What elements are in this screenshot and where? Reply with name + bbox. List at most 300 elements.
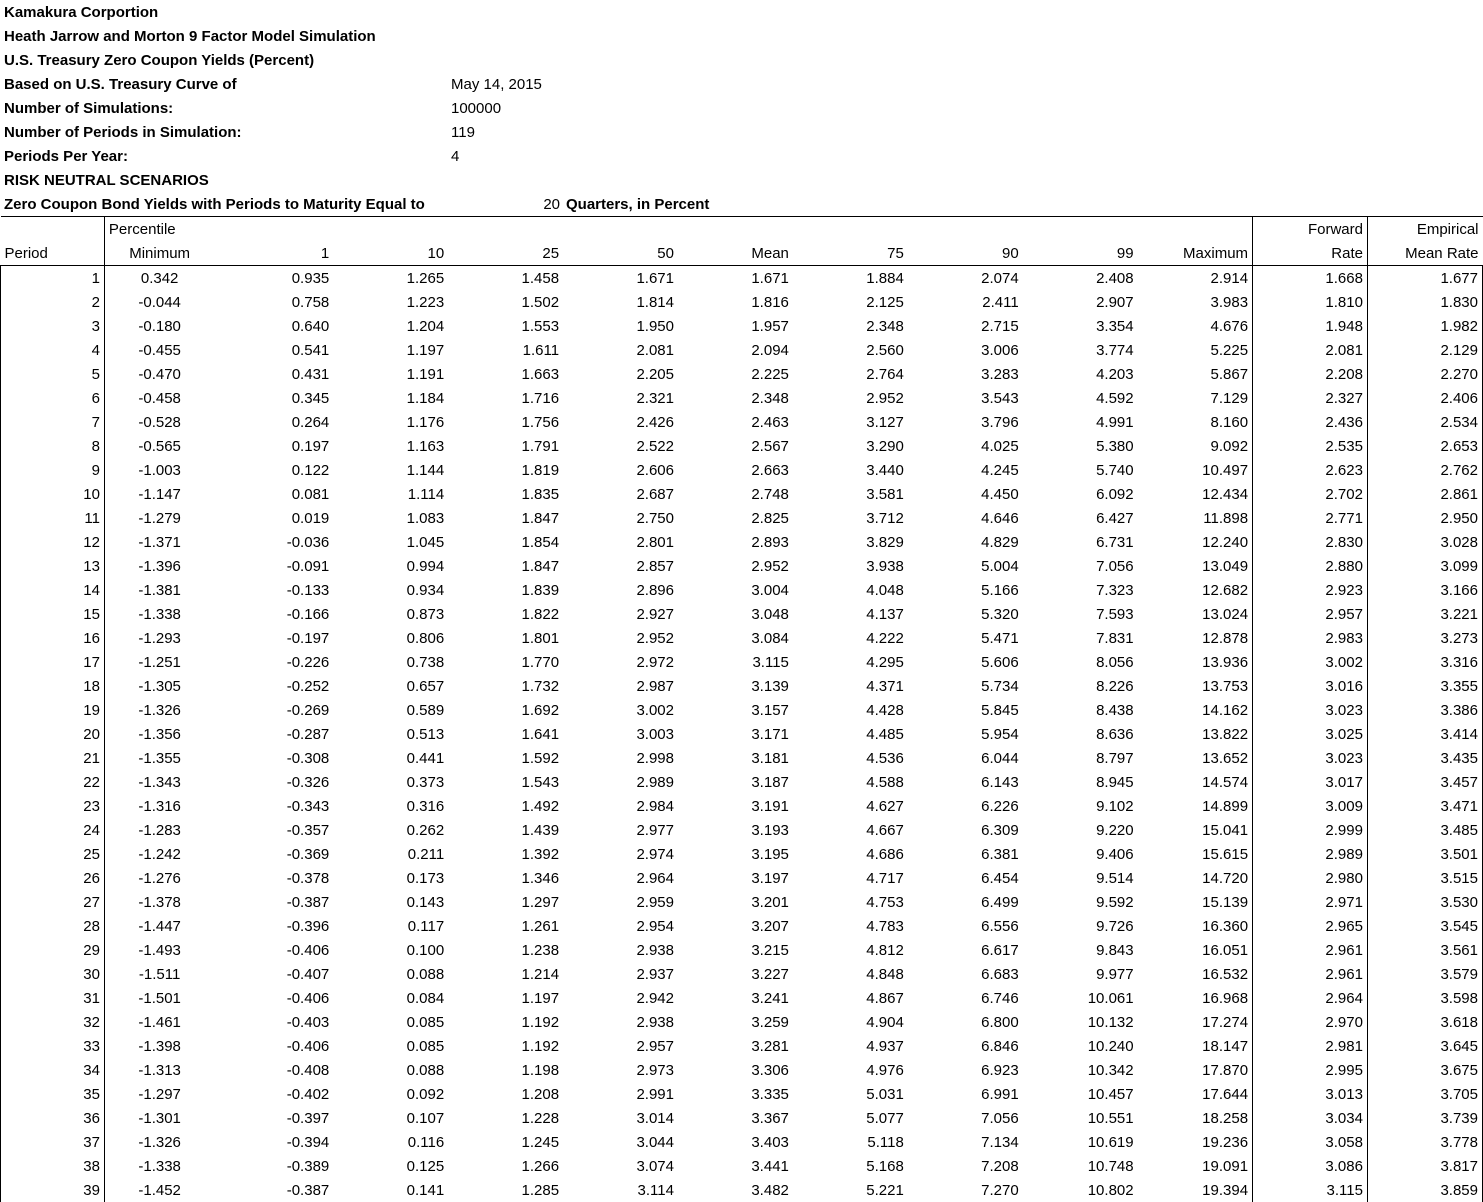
value-cell[interactable]: 2.995 — [1253, 1058, 1368, 1082]
value-cell[interactable]: 4.137 — [793, 602, 908, 626]
value-cell[interactable]: 2.408 — [1023, 266, 1138, 291]
value-cell[interactable]: 1.392 — [448, 842, 563, 866]
value-cell[interactable]: 4.937 — [793, 1034, 908, 1058]
value-cell[interactable]: 6.427 — [1023, 506, 1138, 530]
value-cell[interactable]: 0.085 — [333, 1034, 448, 1058]
period-cell[interactable]: 10 — [1, 482, 105, 506]
value-cell[interactable]: 1.144 — [333, 458, 448, 482]
value-cell[interactable]: 3.025 — [1253, 722, 1368, 746]
value-cell[interactable]: 3.058 — [1253, 1130, 1368, 1154]
value-cell[interactable]: 15.615 — [1138, 842, 1253, 866]
value-cell[interactable]: 9.092 — [1138, 434, 1253, 458]
value-cell[interactable]: 4.222 — [793, 626, 908, 650]
value-cell[interactable]: 3.016 — [1253, 674, 1368, 698]
value-cell[interactable]: 8.945 — [1023, 770, 1138, 794]
value-cell[interactable]: 7.831 — [1023, 626, 1138, 650]
value-cell[interactable]: 2.983 — [1253, 626, 1368, 650]
value-cell[interactable]: 5.380 — [1023, 434, 1138, 458]
value-cell[interactable]: 12.434 — [1138, 482, 1253, 506]
value-cell[interactable]: 2.937 — [563, 962, 678, 986]
period-cell[interactable]: 21 — [1, 746, 105, 770]
value-cell[interactable]: 13.753 — [1138, 674, 1253, 698]
value-cell[interactable]: 1.192 — [448, 1034, 563, 1058]
value-cell[interactable]: 1.814 — [563, 290, 678, 314]
value-cell[interactable]: 0.738 — [333, 650, 448, 674]
value-cell[interactable]: 10.240 — [1023, 1034, 1138, 1058]
value-cell[interactable]: 1.198 — [448, 1058, 563, 1082]
value-cell[interactable]: 8.226 — [1023, 674, 1138, 698]
value-cell[interactable]: 0.441 — [333, 746, 448, 770]
value-cell[interactable]: 1.191 — [333, 362, 448, 386]
value-cell[interactable]: 3.221 — [1367, 602, 1482, 626]
value-cell[interactable]: 0.088 — [333, 962, 448, 986]
value-cell[interactable]: 2.125 — [793, 290, 908, 314]
value-cell[interactable]: 3.796 — [908, 410, 1023, 434]
value-cell[interactable]: -0.403 — [218, 1010, 333, 1034]
value-cell[interactable]: -1.279 — [104, 506, 218, 530]
value-cell[interactable]: 1.297 — [448, 890, 563, 914]
value-cell[interactable]: 13.936 — [1138, 650, 1253, 674]
value-cell[interactable]: 3.191 — [678, 794, 793, 818]
value-cell[interactable]: 3.712 — [793, 506, 908, 530]
period-cell[interactable]: 20 — [1, 722, 105, 746]
value-cell[interactable]: 0.758 — [218, 290, 333, 314]
value-cell[interactable]: 1.458 — [448, 266, 563, 291]
value-cell[interactable]: 1.204 — [333, 314, 448, 338]
value-cell[interactable]: 0.141 — [333, 1178, 448, 1202]
value-cell[interactable]: 2.938 — [563, 1010, 678, 1034]
value-cell[interactable]: 5.166 — [908, 578, 1023, 602]
value-cell[interactable]: 3.273 — [1367, 626, 1482, 650]
value-cell[interactable]: 3.023 — [1253, 746, 1368, 770]
value-cell[interactable]: 2.208 — [1253, 362, 1368, 386]
value-cell[interactable]: 5.606 — [908, 650, 1023, 674]
value-cell[interactable]: 9.977 — [1023, 962, 1138, 986]
value-cell[interactable]: 3.241 — [678, 986, 793, 1010]
value-cell[interactable]: 2.426 — [563, 410, 678, 434]
period-cell[interactable]: 37 — [1, 1130, 105, 1154]
value-cell[interactable]: 2.964 — [1253, 986, 1368, 1010]
value-cell[interactable]: 12.878 — [1138, 626, 1253, 650]
value-cell[interactable]: 2.687 — [563, 482, 678, 506]
value-cell[interactable]: -0.326 — [218, 770, 333, 794]
value-cell[interactable]: -1.493 — [104, 938, 218, 962]
value-cell[interactable]: -1.381 — [104, 578, 218, 602]
value-cell[interactable]: 0.088 — [333, 1058, 448, 1082]
value-cell[interactable]: 6.923 — [908, 1058, 1023, 1082]
value-cell[interactable]: 6.617 — [908, 938, 1023, 962]
value-cell[interactable]: 3.283 — [908, 362, 1023, 386]
value-cell[interactable]: -1.293 — [104, 626, 218, 650]
value-cell[interactable]: 2.923 — [1253, 578, 1368, 602]
value-cell[interactable]: 15.139 — [1138, 890, 1253, 914]
period-cell[interactable]: 12 — [1, 530, 105, 554]
value-cell[interactable]: 18.147 — [1138, 1034, 1253, 1058]
value-cell[interactable]: 1.770 — [448, 650, 563, 674]
value-cell[interactable]: 0.316 — [333, 794, 448, 818]
value-cell[interactable]: 3.187 — [678, 770, 793, 794]
period-cell[interactable]: 36 — [1, 1106, 105, 1130]
period-cell[interactable]: 31 — [1, 986, 105, 1010]
value-cell[interactable]: 2.977 — [563, 818, 678, 842]
value-cell[interactable]: 4.025 — [908, 434, 1023, 458]
value-cell[interactable]: 3.482 — [678, 1178, 793, 1202]
value-cell[interactable]: 0.934 — [333, 578, 448, 602]
value-cell[interactable]: 3.157 — [678, 698, 793, 722]
value-cell[interactable]: 19.236 — [1138, 1130, 1253, 1154]
value-cell[interactable]: 2.406 — [1367, 386, 1482, 410]
value-cell[interactable]: 12.240 — [1138, 530, 1253, 554]
value-cell[interactable]: 2.801 — [563, 530, 678, 554]
value-cell[interactable]: -0.407 — [218, 962, 333, 986]
value-cell[interactable]: 2.411 — [908, 290, 1023, 314]
value-cell[interactable]: 0.092 — [333, 1082, 448, 1106]
value-cell[interactable]: 7.208 — [908, 1154, 1023, 1178]
value-cell[interactable]: 3.139 — [678, 674, 793, 698]
value-cell[interactable]: 17.274 — [1138, 1010, 1253, 1034]
value-cell[interactable]: 1.163 — [333, 434, 448, 458]
value-cell[interactable]: 3.545 — [1367, 914, 1482, 938]
value-cell[interactable]: 1.756 — [448, 410, 563, 434]
value-cell[interactable]: 2.952 — [678, 554, 793, 578]
value-cell[interactable]: 1.245 — [448, 1130, 563, 1154]
value-cell[interactable]: 2.914 — [1138, 266, 1253, 291]
value-cell[interactable]: 2.205 — [563, 362, 678, 386]
value-cell[interactable]: -0.308 — [218, 746, 333, 770]
value-cell[interactable]: 3.739 — [1367, 1106, 1482, 1130]
value-cell[interactable]: 0.262 — [333, 818, 448, 842]
value-cell[interactable]: 2.771 — [1253, 506, 1368, 530]
value-cell[interactable]: 6.731 — [1023, 530, 1138, 554]
period-cell[interactable]: 33 — [1, 1034, 105, 1058]
value-cell[interactable]: 19.394 — [1138, 1178, 1253, 1202]
value-cell[interactable]: -0.565 — [104, 434, 218, 458]
value-cell[interactable]: 6.381 — [908, 842, 1023, 866]
value-cell[interactable]: 4.667 — [793, 818, 908, 842]
value-cell[interactable]: 4.676 — [1138, 314, 1253, 338]
value-cell[interactable]: -1.371 — [104, 530, 218, 554]
value-cell[interactable]: -1.356 — [104, 722, 218, 746]
value-cell[interactable]: 3.515 — [1367, 866, 1482, 890]
value-cell[interactable]: 1.957 — [678, 314, 793, 338]
value-cell[interactable]: 4.371 — [793, 674, 908, 698]
value-cell[interactable]: 1.265 — [333, 266, 448, 291]
period-cell[interactable]: 5 — [1, 362, 105, 386]
value-cell[interactable]: 0.085 — [333, 1010, 448, 1034]
value-cell[interactable]: 3.581 — [793, 482, 908, 506]
value-cell[interactable]: -0.252 — [218, 674, 333, 698]
curve-date[interactable]: May 14, 2015 — [451, 73, 542, 97]
value-cell[interactable]: 1.948 — [1253, 314, 1368, 338]
period-cell[interactable]: 22 — [1, 770, 105, 794]
value-cell[interactable]: 6.746 — [908, 986, 1023, 1010]
value-cell[interactable]: 3.530 — [1367, 890, 1482, 914]
value-cell[interactable]: 0.100 — [333, 938, 448, 962]
value-cell[interactable]: 5.867 — [1138, 362, 1253, 386]
value-cell[interactable]: 2.880 — [1253, 554, 1368, 578]
value-cell[interactable]: 14.574 — [1138, 770, 1253, 794]
value-cell[interactable]: -1.447 — [104, 914, 218, 938]
value-cell[interactable]: 3.354 — [1023, 314, 1138, 338]
value-cell[interactable]: 9.102 — [1023, 794, 1138, 818]
period-cell[interactable]: 30 — [1, 962, 105, 986]
period-cell[interactable]: 3 — [1, 314, 105, 338]
value-cell[interactable]: -1.297 — [104, 1082, 218, 1106]
value-cell[interactable]: 4.295 — [793, 650, 908, 674]
value-cell[interactable]: 2.981 — [1253, 1034, 1368, 1058]
value-cell[interactable]: 3.044 — [563, 1130, 678, 1154]
value-cell[interactable]: 2.950 — [1367, 506, 1482, 530]
value-cell[interactable]: 1.692 — [448, 698, 563, 722]
value-cell[interactable]: 0.116 — [333, 1130, 448, 1154]
value-cell[interactable]: 9.726 — [1023, 914, 1138, 938]
value-cell[interactable]: 2.984 — [563, 794, 678, 818]
period-cell[interactable]: 19 — [1, 698, 105, 722]
value-cell[interactable]: 4.450 — [908, 482, 1023, 506]
value-cell[interactable]: 1.238 — [448, 938, 563, 962]
value-cell[interactable]: 1.592 — [448, 746, 563, 770]
value-cell[interactable]: 2.081 — [563, 338, 678, 362]
period-cell[interactable]: 7 — [1, 410, 105, 434]
value-cell[interactable]: 1.083 — [333, 506, 448, 530]
value-cell[interactable]: 1.839 — [448, 578, 563, 602]
value-cell[interactable]: 0.342 — [104, 266, 218, 291]
value-cell[interactable]: 1.197 — [448, 986, 563, 1010]
value-cell[interactable]: -0.389 — [218, 1154, 333, 1178]
value-cell[interactable]: 16.532 — [1138, 962, 1253, 986]
value-cell[interactable]: 3.014 — [563, 1106, 678, 1130]
value-cell[interactable]: 1.847 — [448, 554, 563, 578]
value-cell[interactable]: 11.898 — [1138, 506, 1253, 530]
value-cell[interactable]: 10.132 — [1023, 1010, 1138, 1034]
value-cell[interactable]: 6.991 — [908, 1082, 1023, 1106]
value-cell[interactable]: -1.242 — [104, 842, 218, 866]
value-cell[interactable]: -0.044 — [104, 290, 218, 314]
periods-value[interactable]: 119 — [451, 121, 475, 145]
value-cell[interactable]: 1.192 — [448, 1010, 563, 1034]
value-cell[interactable]: -0.394 — [218, 1130, 333, 1154]
value-cell[interactable]: -1.343 — [104, 770, 218, 794]
value-cell[interactable]: 8.160 — [1138, 410, 1253, 434]
value-cell[interactable]: 2.702 — [1253, 482, 1368, 506]
value-cell[interactable]: 5.221 — [793, 1178, 908, 1202]
value-cell[interactable]: 4.627 — [793, 794, 908, 818]
value-cell[interactable]: 3.002 — [1253, 650, 1368, 674]
value-cell[interactable]: 0.873 — [333, 602, 448, 626]
value-cell[interactable]: -1.501 — [104, 986, 218, 1010]
value-cell[interactable]: 0.173 — [333, 866, 448, 890]
value-cell[interactable]: 3.034 — [1253, 1106, 1368, 1130]
value-cell[interactable]: 2.663 — [678, 458, 793, 482]
value-cell[interactable]: 0.143 — [333, 890, 448, 914]
value-cell[interactable]: 1.439 — [448, 818, 563, 842]
value-cell[interactable]: 2.225 — [678, 362, 793, 386]
value-cell[interactable]: 5.740 — [1023, 458, 1138, 482]
value-cell[interactable]: 2.535 — [1253, 434, 1368, 458]
simulations-value[interactable]: 100000 — [451, 97, 501, 121]
value-cell[interactable]: 6.092 — [1023, 482, 1138, 506]
value-cell[interactable]: 1.176 — [333, 410, 448, 434]
value-cell[interactable]: 3.004 — [678, 578, 793, 602]
value-cell[interactable]: -0.455 — [104, 338, 218, 362]
period-cell[interactable]: 4 — [1, 338, 105, 362]
value-cell[interactable]: 4.686 — [793, 842, 908, 866]
value-cell[interactable]: 1.502 — [448, 290, 563, 314]
value-cell[interactable]: -0.408 — [218, 1058, 333, 1082]
value-cell[interactable]: 1.223 — [333, 290, 448, 314]
value-cell[interactable]: -1.398 — [104, 1034, 218, 1058]
value-cell[interactable]: -0.387 — [218, 1178, 333, 1202]
value-cell[interactable]: 14.899 — [1138, 794, 1253, 818]
period-cell[interactable]: 23 — [1, 794, 105, 818]
value-cell[interactable]: 2.522 — [563, 434, 678, 458]
maturity-quarters-value[interactable]: 20 — [500, 193, 560, 217]
value-cell[interactable]: 3.028 — [1367, 530, 1482, 554]
value-cell[interactable]: 3.598 — [1367, 986, 1482, 1010]
value-cell[interactable]: -0.378 — [218, 866, 333, 890]
value-cell[interactable]: 2.954 — [563, 914, 678, 938]
value-cell[interactable]: 9.592 — [1023, 890, 1138, 914]
value-cell[interactable]: 2.893 — [678, 530, 793, 554]
value-cell[interactable]: 2.129 — [1367, 338, 1482, 362]
value-cell[interactable]: 3.414 — [1367, 722, 1482, 746]
value-cell[interactable]: 2.830 — [1253, 530, 1368, 554]
value-cell[interactable]: 6.800 — [908, 1010, 1023, 1034]
value-cell[interactable]: 3.829 — [793, 530, 908, 554]
value-cell[interactable]: 7.129 — [1138, 386, 1253, 410]
value-cell[interactable]: -0.226 — [218, 650, 333, 674]
value-cell[interactable]: 16.051 — [1138, 938, 1253, 962]
period-cell[interactable]: 2 — [1, 290, 105, 314]
value-cell[interactable]: 2.327 — [1253, 386, 1368, 410]
value-cell[interactable]: 7.593 — [1023, 602, 1138, 626]
value-cell[interactable]: 1.184 — [333, 386, 448, 410]
value-cell[interactable]: 9.843 — [1023, 938, 1138, 962]
value-cell[interactable]: 3.201 — [678, 890, 793, 914]
value-cell[interactable]: 3.290 — [793, 434, 908, 458]
value-cell[interactable]: 10.748 — [1023, 1154, 1138, 1178]
value-cell[interactable]: 4.976 — [793, 1058, 908, 1082]
value-cell[interactable]: 2.965 — [1253, 914, 1368, 938]
value-cell[interactable]: 0.019 — [218, 506, 333, 530]
value-cell[interactable]: 6.044 — [908, 746, 1023, 770]
period-cell[interactable]: 29 — [1, 938, 105, 962]
value-cell[interactable]: 3.471 — [1367, 794, 1482, 818]
value-cell[interactable]: 3.074 — [563, 1154, 678, 1178]
value-cell[interactable]: 2.989 — [563, 770, 678, 794]
period-cell[interactable]: 28 — [1, 914, 105, 938]
period-cell[interactable]: 32 — [1, 1010, 105, 1034]
value-cell[interactable]: 1.854 — [448, 530, 563, 554]
value-cell[interactable]: 3.215 — [678, 938, 793, 962]
value-cell[interactable]: 3.115 — [1253, 1178, 1368, 1202]
value-cell[interactable]: -0.397 — [218, 1106, 333, 1130]
value-cell[interactable]: 10.342 — [1023, 1058, 1138, 1082]
value-cell[interactable]: 7.323 — [1023, 578, 1138, 602]
value-cell[interactable]: 17.644 — [1138, 1082, 1253, 1106]
value-cell[interactable]: 7.056 — [1023, 554, 1138, 578]
period-cell[interactable]: 1 — [1, 266, 105, 291]
value-cell[interactable]: 2.961 — [1253, 962, 1368, 986]
period-cell[interactable]: 39 — [1, 1178, 105, 1202]
value-cell[interactable]: 1.214 — [448, 962, 563, 986]
value-cell[interactable]: -1.452 — [104, 1178, 218, 1202]
value-cell[interactable]: 6.226 — [908, 794, 1023, 818]
value-cell[interactable]: 2.959 — [563, 890, 678, 914]
value-cell[interactable]: 5.118 — [793, 1130, 908, 1154]
value-cell[interactable]: 3.002 — [563, 698, 678, 722]
period-cell[interactable]: 38 — [1, 1154, 105, 1178]
value-cell[interactable]: 1.830 — [1367, 290, 1482, 314]
value-cell[interactable]: 2.764 — [793, 362, 908, 386]
value-cell[interactable]: 5.954 — [908, 722, 1023, 746]
value-cell[interactable]: 3.086 — [1253, 1154, 1368, 1178]
period-cell[interactable]: 24 — [1, 818, 105, 842]
value-cell[interactable]: 10.061 — [1023, 986, 1138, 1010]
value-cell[interactable]: 13.049 — [1138, 554, 1253, 578]
value-cell[interactable]: -0.406 — [218, 1034, 333, 1058]
value-cell[interactable]: 3.084 — [678, 626, 793, 650]
value-cell[interactable]: 3.778 — [1367, 1130, 1482, 1154]
value-cell[interactable]: 6.556 — [908, 914, 1023, 938]
value-cell[interactable]: -0.357 — [218, 818, 333, 842]
value-cell[interactable]: 17.870 — [1138, 1058, 1253, 1082]
value-cell[interactable]: 1.835 — [448, 482, 563, 506]
value-cell[interactable]: 4.904 — [793, 1010, 908, 1034]
value-cell[interactable]: 2.970 — [1253, 1010, 1368, 1034]
value-cell[interactable]: 4.867 — [793, 986, 908, 1010]
value-cell[interactable]: 3.316 — [1367, 650, 1482, 674]
value-cell[interactable]: 4.646 — [908, 506, 1023, 530]
value-cell[interactable]: 15.041 — [1138, 818, 1253, 842]
period-cell[interactable]: 6 — [1, 386, 105, 410]
value-cell[interactable]: 5.077 — [793, 1106, 908, 1130]
value-cell[interactable]: -1.396 — [104, 554, 218, 578]
value-cell[interactable]: -0.406 — [218, 938, 333, 962]
value-cell[interactable]: 3.306 — [678, 1058, 793, 1082]
value-cell[interactable]: 2.653 — [1367, 434, 1482, 458]
value-cell[interactable]: 3.859 — [1367, 1178, 1482, 1202]
value-cell[interactable]: 1.884 — [793, 266, 908, 291]
value-cell[interactable]: 1.668 — [1253, 266, 1368, 291]
value-cell[interactable]: 3.166 — [1367, 578, 1482, 602]
value-cell[interactable]: -1.326 — [104, 1130, 218, 1154]
value-cell[interactable]: 1.114 — [333, 482, 448, 506]
value-cell[interactable]: 2.938 — [563, 938, 678, 962]
value-cell[interactable]: 9.406 — [1023, 842, 1138, 866]
value-cell[interactable]: 1.677 — [1367, 266, 1482, 291]
value-cell[interactable]: 3.705 — [1367, 1082, 1482, 1106]
value-cell[interactable]: 3.386 — [1367, 698, 1482, 722]
value-cell[interactable]: -1.283 — [104, 818, 218, 842]
value-cell[interactable]: -0.287 — [218, 722, 333, 746]
value-cell[interactable]: -1.313 — [104, 1058, 218, 1082]
value-cell[interactable]: -0.396 — [218, 914, 333, 938]
period-cell[interactable]: 26 — [1, 866, 105, 890]
value-cell[interactable]: 3.817 — [1367, 1154, 1482, 1178]
period-cell[interactable]: 14 — [1, 578, 105, 602]
period-cell[interactable]: 18 — [1, 674, 105, 698]
value-cell[interactable]: 8.438 — [1023, 698, 1138, 722]
value-cell[interactable]: 4.536 — [793, 746, 908, 770]
value-cell[interactable]: 2.348 — [793, 314, 908, 338]
value-cell[interactable]: 2.961 — [1253, 938, 1368, 962]
period-cell[interactable]: 13 — [1, 554, 105, 578]
value-cell[interactable]: 3.259 — [678, 1010, 793, 1034]
value-cell[interactable]: 0.431 — [218, 362, 333, 386]
value-cell[interactable]: -0.133 — [218, 578, 333, 602]
value-cell[interactable]: -0.528 — [104, 410, 218, 434]
